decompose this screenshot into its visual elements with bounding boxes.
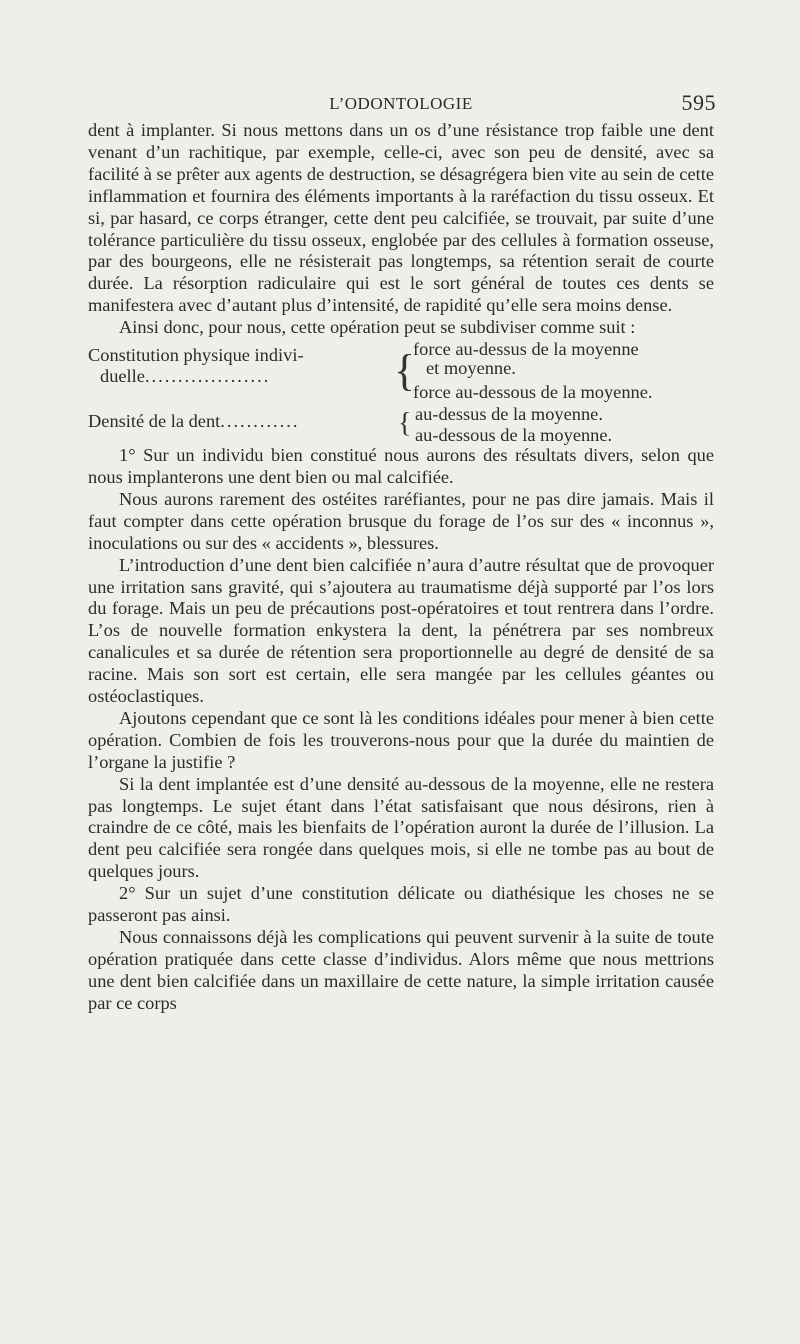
option-text: force au-dessous de la moyenne.: [413, 382, 653, 403]
paragraph: dent à implanter. Si nous mettons dans un os d’une résistance trop faible une dent venant d’un rachitique, par exemple, celle-ci, avec son peu de densité, avec sa facilité à se prêter aux agents de destruction, se désagrégera bien vite au sein de cette inflammation et fournira des éléments importants à la raréfaction du tissu osseux. Et si, par hasard, ce corps étranger, cette dent peu calcifiée, se trouvait, par suite d’une tolérance particulière du tissu osseux, englobée par des cellules à formation osseuse, par des bourgeons, elle ne résisterait pas longtemps, sa rétention serait de courte durée. La résorption radiculaire qui est le sort général de toutes ces dents se manifestera avec d’autant plus d’intensité, de rapidité qu’elle sera moins dense.: [88, 120, 714, 316]
paragraph: Nous aurons rarement des ostéites raréfiantes, pour ne pas dire jamais. Mais il faut compter dans cette opération brusque du forage de l’os sur des « inconnus », inoculations ou sur des « accidents », blessures.: [88, 488, 714, 553]
classification-table: [88, 339, 714, 445]
paragraph: 2° Sur un sujet d’une constitution délicate ou diathésique les choses ne se passeront pas ainsi.: [88, 883, 714, 926]
option-text: au-dessous de la moyenne.: [415, 425, 613, 446]
paragraph: Si la dent implantée est d’une densité au-dessous de la moyenne, elle ne restera pas longtemps. Le sujet étant dans l’état satisfaisant que nous désirons, rien à craindre de ce côté, mais les bienfaits de l’opération auront la durée de l’illusion. La dent peu calcifiée sera rongée dans quelques mois, si elle ne tombe pas au bout de quelques jours.: [88, 773, 714, 882]
classification-label-densite: [88, 411, 299, 432]
leader-dots: ...................: [144, 366, 271, 387]
paragraph: Nous connaissons déjà les complications qui peuvent survenir à la suite de toute opération pratiquée dans cette classe d’individus. Alors même que nous mettrions une dent bien calcifiée dans un maxillaire de cette nature, la simple irritation causée par ce corps: [88, 927, 714, 1013]
body-text: [88, 120, 714, 1015]
paragraph: 1° Sur un individu bien constitué nous aurons des résultats divers, selon que nous implanterons une dent bien ou mal calcifiée.: [88, 445, 714, 487]
brace-symbol: {: [394, 346, 416, 396]
page-content: [88, 88, 714, 1015]
classification-label-constitution: [88, 345, 388, 366]
brace-symbol: {: [398, 408, 412, 440]
label-text: duelle: [100, 366, 145, 387]
paragraph: Ajoutons cependant que ce sont là les conditions idéales pour mener à bien cette opération. Combien de fois les trouverons-nous pour que la durée du maintien de l’organe la justifie ?: [88, 707, 714, 772]
classification-label-constitution-cont: [100, 366, 390, 387]
paragraph: Ainsi donc, pour nous, cette opération peut se subdiviser comme suit :: [119, 317, 636, 338]
label-text: Densité de la dent: [88, 411, 221, 432]
running-title: L’ODONTOLOGIE: [329, 94, 473, 113]
label-text: Constitution physique indivi-: [88, 345, 304, 366]
option-text: et moyenne.: [426, 358, 516, 379]
option-text: force au-dessus de la moyenne: [413, 339, 639, 360]
running-header: [88, 88, 714, 116]
leader-dots: ............: [220, 411, 300, 432]
page-number: 595: [681, 90, 716, 115]
paragraph: L’introduction d’une dent bien calcifiée n’aura d’autre résultat que de provoquer une irritation sans gravité, qui s’ajoutera au traumatisme déjà supporté par l’os lors du forage. Mais un peu de précautions post-opératoires et tout rentrera dans l’ordre. L’os de nouvelle formation enkystera la dent, la pénétrera par ses nombreux canalicules et sa durée de rétention sera proportionnelle au degré de densité de sa racine. Mais son sort est certain, elle sera mangée par les cellules géantes ou ostéoclastiques.: [88, 554, 714, 707]
option-text: au-dessus de la moyenne.: [415, 404, 603, 425]
